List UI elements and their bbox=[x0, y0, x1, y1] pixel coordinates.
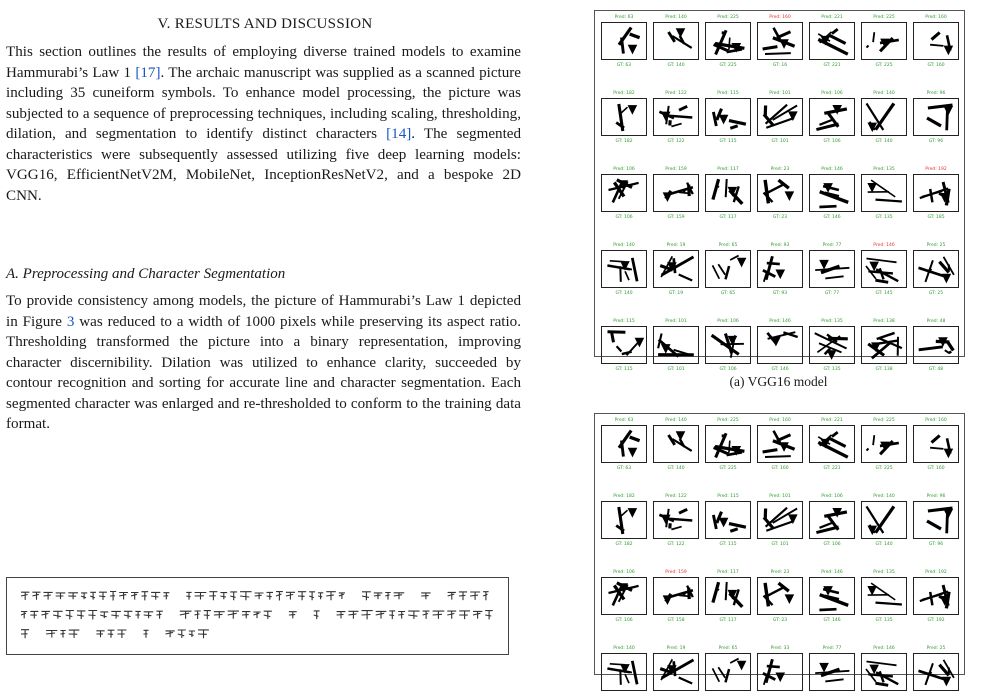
cuneiform-glyph-image bbox=[601, 22, 647, 60]
cuneiform-glyph-image bbox=[653, 326, 699, 364]
prediction-cell bbox=[757, 15, 803, 69]
prediction-cell bbox=[809, 167, 855, 221]
gt-label: GT: 63 bbox=[616, 466, 632, 471]
cuneiform-glyph-image bbox=[757, 326, 803, 364]
gt-label: GT: 140 bbox=[667, 466, 685, 471]
cuneiform-glyph-image bbox=[809, 326, 855, 364]
gt-label: GT: 135 bbox=[823, 367, 841, 372]
prediction-cell bbox=[757, 418, 803, 472]
prediction-cell bbox=[757, 570, 803, 624]
pred-label: Pred: 146 bbox=[821, 570, 843, 575]
cuneiform-glyph-image bbox=[913, 22, 959, 60]
gt-label: GT: 185 bbox=[927, 215, 945, 220]
prediction-cell bbox=[913, 570, 959, 624]
prediction-cell bbox=[861, 319, 907, 373]
paragraph-text: To provide consistency among models, the picture of Hammurabi’s Law 1 depicted in Figure bbox=[6, 293, 521, 330]
prediction-cell bbox=[705, 570, 751, 624]
pred-label: Pred: 106 bbox=[821, 91, 843, 96]
pred-label: Pred: 96 bbox=[926, 494, 946, 499]
gt-label: GT: 146 bbox=[823, 618, 841, 623]
pred-label: Pred: 77 bbox=[822, 646, 842, 651]
gt-label: GT: 106 bbox=[823, 542, 841, 547]
cuneiform-glyph-image bbox=[809, 577, 855, 615]
cuneiform-glyph-image bbox=[861, 22, 907, 60]
pred-label: Pred: 23 bbox=[770, 167, 790, 172]
prediction-cell bbox=[653, 243, 699, 297]
gt-label: GT: 135 bbox=[875, 618, 893, 623]
cuneiform-glyph-image bbox=[757, 577, 803, 615]
prediction-cell bbox=[861, 418, 907, 472]
pred-label: Pred: 115 bbox=[717, 91, 739, 96]
pred-label: Pred: 159 bbox=[665, 167, 687, 172]
gt-label: GT: 138 bbox=[875, 367, 893, 372]
pred-label: Pred: 65 bbox=[718, 646, 738, 651]
prediction-cell bbox=[601, 418, 647, 472]
gt-label: GT: 135 bbox=[875, 215, 893, 220]
gt-label: GT: 122 bbox=[667, 542, 685, 547]
pred-label: Pred: 225 bbox=[717, 15, 739, 20]
cuneiform-glyph-image bbox=[913, 577, 959, 615]
gt-label: GT: 115 bbox=[719, 542, 737, 547]
cuneiform-glyph-image bbox=[861, 326, 907, 364]
paragraph-text: This section outlines the results of employing diverse trained models to examine Hammurabi’s Law 1 bbox=[6, 44, 521, 81]
gt-label: GT: 48 bbox=[928, 367, 944, 372]
cuneiform-glyph-image bbox=[757, 653, 803, 691]
pred-label: Pred: 146 bbox=[769, 319, 791, 324]
prediction-cell bbox=[705, 91, 751, 145]
gt-label bbox=[861, 694, 907, 700]
pred-label: Pred: 19 bbox=[666, 646, 686, 651]
cuneiform-glyph-image bbox=[601, 98, 647, 136]
prediction-cell bbox=[861, 494, 907, 548]
prediction-cell bbox=[913, 243, 959, 297]
prediction-cell bbox=[653, 418, 699, 472]
gt-label: GT: 158 bbox=[667, 618, 685, 623]
paragraph-text: . The archaic manuscript was supplied as a scanned picture including 35 cuneiform symbols. To enhance model processing, the picture was subjected to a sequence of preprocessing techniques, including scaling, thresholding, dilation, and segmentation to identify distinct characters bbox=[6, 64, 521, 142]
pred-label: Pred: 140 bbox=[665, 15, 687, 20]
pred-label: Pred: 63 bbox=[614, 418, 634, 423]
prediction-cell bbox=[601, 91, 647, 145]
figure-b-grid bbox=[594, 413, 965, 675]
pred-label: Pred: 101 bbox=[769, 91, 791, 96]
pred-label: Pred: 23 bbox=[770, 570, 790, 575]
pred-label: Pred: 135 bbox=[821, 319, 843, 324]
figure-vgg16-grid bbox=[594, 10, 965, 372]
cuneiform-glyph-image bbox=[705, 501, 751, 539]
pred-label: Pred: 106 bbox=[613, 570, 635, 575]
prediction-cell bbox=[601, 243, 647, 297]
prediction-cell bbox=[913, 15, 959, 69]
pred-label: Pred: 221 bbox=[821, 418, 843, 423]
gt-label: GT: 122 bbox=[667, 139, 685, 144]
cuneiform-glyph-image bbox=[809, 501, 855, 539]
cuneiform-glyph-image bbox=[705, 425, 751, 463]
cuneiform-glyph-image bbox=[809, 174, 855, 212]
pred-label: Pred: 25 bbox=[926, 646, 946, 651]
pred-label: Pred: 106 bbox=[717, 319, 739, 324]
prediction-cell bbox=[809, 570, 855, 624]
prediction-cell bbox=[913, 646, 959, 700]
cuneiform-glyph-image bbox=[601, 653, 647, 691]
gt-label: GT: 192 bbox=[927, 618, 945, 623]
manuscript-figure bbox=[6, 577, 509, 655]
cuneiform-glyph-image bbox=[913, 425, 959, 463]
pred-label: Pred: 93 bbox=[770, 243, 790, 248]
gt-label: GT: 106 bbox=[823, 139, 841, 144]
cuneiform-glyph-image bbox=[601, 577, 647, 615]
gt-label: GT: 160 bbox=[771, 466, 789, 471]
pred-label: Pred: 146 bbox=[873, 646, 895, 651]
section-heading: V. RESULTS AND DISCUSSION bbox=[157, 16, 373, 32]
prediction-cell bbox=[653, 494, 699, 548]
gt-label: GT: 182 bbox=[615, 139, 633, 144]
cuneiform-glyph-image bbox=[653, 577, 699, 615]
gt-label: GT: 77 bbox=[824, 291, 840, 296]
pred-label: Pred: 106 bbox=[821, 494, 843, 499]
prediction-cell bbox=[653, 91, 699, 145]
prediction-cell bbox=[757, 646, 803, 700]
cuneiform-glyph-image bbox=[705, 326, 751, 364]
gt-label bbox=[809, 694, 855, 700]
gt-label: GT: 93 bbox=[772, 291, 788, 296]
cuneiform-glyph-image bbox=[653, 250, 699, 288]
pred-label: Pred: 25 bbox=[926, 243, 946, 248]
prediction-cell bbox=[809, 418, 855, 472]
gt-label: GT: 106 bbox=[719, 367, 737, 372]
gt-label: GT: 225 bbox=[719, 466, 737, 471]
gt-label: GT: 96 bbox=[928, 139, 944, 144]
cuneiform-glyph-image bbox=[913, 250, 959, 288]
pred-label: Pred: 77 bbox=[822, 243, 842, 248]
prediction-cell bbox=[705, 167, 751, 221]
gt-label bbox=[653, 694, 699, 700]
prediction-cell bbox=[653, 570, 699, 624]
gt-label: GT: 221 bbox=[823, 466, 841, 471]
prediction-cell bbox=[601, 167, 647, 221]
prediction-cell bbox=[601, 646, 647, 700]
prediction-cell bbox=[861, 646, 907, 700]
gt-label: GT: 182 bbox=[615, 542, 633, 547]
cuneiform-glyph-image bbox=[601, 250, 647, 288]
pred-label: Pred: 160 bbox=[925, 418, 947, 423]
cuneiform-glyph-image bbox=[913, 653, 959, 691]
gt-label: GT: 106 bbox=[615, 215, 633, 220]
gt-label: GT: 117 bbox=[719, 215, 737, 220]
cuneiform-glyph-image bbox=[757, 425, 803, 463]
prediction-cell bbox=[757, 243, 803, 297]
gt-label: GT: 225 bbox=[875, 63, 893, 68]
cuneiform-glyph-image bbox=[809, 653, 855, 691]
prediction-cell bbox=[757, 91, 803, 145]
cuneiform-glyph-image bbox=[601, 501, 647, 539]
cuneiform-glyph-image bbox=[705, 653, 751, 691]
pred-label: Pred: 192 bbox=[925, 570, 947, 575]
prediction-cell bbox=[809, 494, 855, 548]
gt-label: GT: 140 bbox=[875, 542, 893, 547]
gt-label: GT: 221 bbox=[823, 63, 841, 68]
pred-label: Pred: 19 bbox=[666, 243, 686, 248]
prediction-cell bbox=[757, 167, 803, 221]
pred-label: Pred: 65 bbox=[718, 243, 738, 248]
pred-label: Pred: 182 bbox=[613, 91, 635, 96]
cuneiform-glyph-image bbox=[653, 425, 699, 463]
cuneiform-glyph-image bbox=[601, 326, 647, 364]
prediction-cell bbox=[705, 319, 751, 373]
gt-label: GT: 96 bbox=[928, 542, 944, 547]
pred-label: Pred: 115 bbox=[717, 494, 739, 499]
prediction-cell bbox=[809, 319, 855, 373]
pred-label: Pred: 159 bbox=[665, 570, 687, 575]
prediction-cell bbox=[913, 167, 959, 221]
gt-label: GT: 101 bbox=[667, 367, 685, 372]
pred-label: Pred: 101 bbox=[665, 319, 687, 324]
pred-label: Pred: 135 bbox=[873, 167, 895, 172]
prediction-cell bbox=[861, 167, 907, 221]
gt-label: GT: 63 bbox=[616, 63, 632, 68]
cuneiform-glyph-image bbox=[913, 501, 959, 539]
prediction-cell bbox=[653, 646, 699, 700]
gt-label: GT: 160 bbox=[927, 63, 945, 68]
prediction-cell bbox=[913, 91, 959, 145]
cuneiform-glyph-image bbox=[653, 22, 699, 60]
pred-label: Pred: 146 bbox=[821, 167, 843, 172]
cuneiform-glyph-image bbox=[861, 577, 907, 615]
pred-label: Pred: 106 bbox=[613, 167, 635, 172]
cuneiform-glyph-image bbox=[653, 501, 699, 539]
gt-label: GT: 225 bbox=[719, 63, 737, 68]
paragraph-text: . The segmented characteristics were subsequently assessed utilizing five deep learning models: VGG16, EfficientNetV2M, MobileNet, InceptionResNetV2, and a bespoke 2D CNN. bbox=[6, 126, 522, 204]
prediction-cell bbox=[757, 494, 803, 548]
gt-label: GT: 160 bbox=[927, 466, 945, 471]
prediction-cell bbox=[601, 15, 647, 69]
gt-label: GT: 140 bbox=[615, 291, 633, 296]
cuneiform-glyph-image bbox=[809, 250, 855, 288]
intro-paragraph bbox=[6, 42, 521, 206]
pred-label: Pred: 225 bbox=[873, 15, 895, 20]
gt-label: GT: 145 bbox=[875, 291, 893, 296]
pred-label: Pred: 122 bbox=[665, 494, 687, 499]
prediction-cell bbox=[653, 167, 699, 221]
gt-label: GT: 140 bbox=[875, 139, 893, 144]
prediction-cell bbox=[913, 319, 959, 373]
prediction-cell bbox=[861, 15, 907, 69]
gt-label: GT: 65 bbox=[720, 291, 736, 296]
gt-label bbox=[757, 694, 803, 700]
pred-label: Pred: 33 bbox=[770, 646, 790, 651]
cuneiform-glyph-image bbox=[601, 174, 647, 212]
gt-label: GT: 115 bbox=[615, 367, 633, 372]
cuneiform-glyph-image bbox=[809, 425, 855, 463]
pred-label: Pred: 115 bbox=[613, 319, 635, 324]
pred-label: Pred: 140 bbox=[613, 646, 635, 651]
pred-label: Pred: 140 bbox=[613, 243, 635, 248]
cuneiform-glyph-image bbox=[653, 98, 699, 136]
prediction-cell bbox=[913, 494, 959, 548]
cuneiform-glyph-image bbox=[653, 174, 699, 212]
cuneiform-glyph-image bbox=[757, 98, 803, 136]
pred-label: Pred: 160 bbox=[925, 15, 947, 20]
cuneiform-glyph-image bbox=[861, 250, 907, 288]
prediction-cell bbox=[653, 319, 699, 373]
prediction-cell bbox=[705, 646, 751, 700]
gt-label: GT: 159 bbox=[667, 215, 685, 220]
cuneiform-glyph-image bbox=[809, 22, 855, 60]
gt-label: GT: 25 bbox=[928, 291, 944, 296]
cuneiform-glyph-image bbox=[601, 425, 647, 463]
pred-label: Pred: 140 bbox=[873, 91, 895, 96]
cuneiform-glyph-image bbox=[809, 98, 855, 136]
gt-label bbox=[913, 694, 959, 700]
prediction-cell bbox=[757, 319, 803, 373]
cuneiform-manuscript-image bbox=[7, 578, 508, 654]
gt-label: GT: 23 bbox=[772, 215, 788, 220]
prediction-cell bbox=[861, 570, 907, 624]
cuneiform-glyph-image bbox=[757, 22, 803, 60]
prediction-cell bbox=[601, 570, 647, 624]
pred-label: Pred: 225 bbox=[717, 418, 739, 423]
gt-label: GT: 146 bbox=[823, 215, 841, 220]
pred-label: Pred: 146 bbox=[873, 243, 895, 248]
prediction-cell bbox=[601, 319, 647, 373]
cuneiform-glyph-image bbox=[757, 174, 803, 212]
pred-label: Pred: 138 bbox=[873, 319, 895, 324]
cuneiform-glyph-image bbox=[757, 250, 803, 288]
paragraph-text: was reduced to a width of 1000 pixels while preserving its aspect ratio. Thresholding transformed the picture into a binary representation, improving character discernibility. Dilation was utilized to enhance clarity, succeeded by contour recognition and sorting for accurate line and character segmentation. Each segmented character was enlarged and re-thresholded to conform to the training data format. bbox=[6, 313, 521, 432]
gt-label: GT: 101 bbox=[771, 542, 789, 547]
pred-label: Pred: 160 bbox=[769, 15, 791, 20]
cuneiform-glyph-image bbox=[705, 577, 751, 615]
pred-label: Pred: 63 bbox=[614, 15, 634, 20]
gt-label: GT: 101 bbox=[771, 139, 789, 144]
prediction-cell bbox=[705, 418, 751, 472]
cuneiform-glyph-image bbox=[913, 174, 959, 212]
pred-label: Pred: 225 bbox=[873, 418, 895, 423]
gt-label bbox=[601, 694, 647, 700]
gt-label: GT: 23 bbox=[772, 618, 788, 623]
gt-label: GT: 140 bbox=[667, 63, 685, 68]
cuneiform-glyph-image bbox=[861, 501, 907, 539]
prediction-cell bbox=[705, 494, 751, 548]
prediction-cell bbox=[705, 243, 751, 297]
citation-link[interactable]: [17] bbox=[135, 64, 161, 81]
cuneiform-glyph-image bbox=[861, 98, 907, 136]
prediction-cell bbox=[809, 91, 855, 145]
prediction-cell bbox=[601, 494, 647, 548]
prediction-cell bbox=[653, 15, 699, 69]
cuneiform-glyph-image bbox=[757, 501, 803, 539]
pred-label: Pred: 117 bbox=[717, 167, 739, 172]
pred-label: Pred: 135 bbox=[873, 570, 895, 575]
gt-label: GT: 146 bbox=[771, 367, 789, 372]
cuneiform-glyph-image bbox=[861, 653, 907, 691]
subsection-heading: A. Preprocessing and Character Segmentation bbox=[6, 266, 286, 282]
cuneiform-glyph-image bbox=[913, 326, 959, 364]
subsection-paragraph bbox=[6, 291, 521, 435]
citation-link[interactable]: 3 bbox=[66, 313, 75, 330]
prediction-cell bbox=[861, 243, 907, 297]
prediction-cell bbox=[809, 15, 855, 69]
pred-label: Pred: 221 bbox=[821, 15, 843, 20]
gt-label: GT: 19 bbox=[668, 291, 684, 296]
cuneiform-glyph-image bbox=[653, 653, 699, 691]
cuneiform-glyph-image bbox=[705, 250, 751, 288]
prediction-cell bbox=[705, 15, 751, 69]
gt-label: GT: 106 bbox=[615, 618, 633, 623]
gt-label: GT: 117 bbox=[719, 618, 737, 623]
pred-label: Pred: 192 bbox=[925, 167, 947, 172]
gt-label: GT: 16 bbox=[772, 63, 788, 68]
pred-label: Pred: 140 bbox=[873, 494, 895, 499]
pred-label: Pred: 160 bbox=[769, 418, 791, 423]
cuneiform-glyph-image bbox=[861, 174, 907, 212]
pred-label: Pred: 122 bbox=[665, 91, 687, 96]
gt-label: GT: 225 bbox=[875, 466, 893, 471]
prediction-cell bbox=[861, 91, 907, 145]
cuneiform-glyph-image bbox=[705, 98, 751, 136]
prediction-cell bbox=[809, 646, 855, 700]
cuneiform-glyph-image bbox=[913, 98, 959, 136]
cuneiform-glyph-image bbox=[705, 22, 751, 60]
pred-label: Pred: 117 bbox=[717, 570, 739, 575]
pred-label: Pred: 140 bbox=[665, 418, 687, 423]
citation-link[interactable]: [14] bbox=[386, 126, 412, 142]
pred-label: Pred: 182 bbox=[613, 494, 635, 499]
prediction-cell bbox=[913, 418, 959, 472]
figure-a-caption: (a) VGG16 model bbox=[729, 374, 828, 389]
pred-label: Pred: 101 bbox=[769, 494, 791, 499]
prediction-cell bbox=[809, 243, 855, 297]
cuneiform-glyph-image bbox=[861, 425, 907, 463]
cuneiform-glyph-image bbox=[705, 174, 751, 212]
gt-label bbox=[705, 694, 751, 700]
gt-label: GT: 115 bbox=[719, 139, 737, 144]
pred-label: Pred: 96 bbox=[926, 91, 946, 96]
pred-label: Pred: 48 bbox=[926, 319, 946, 324]
